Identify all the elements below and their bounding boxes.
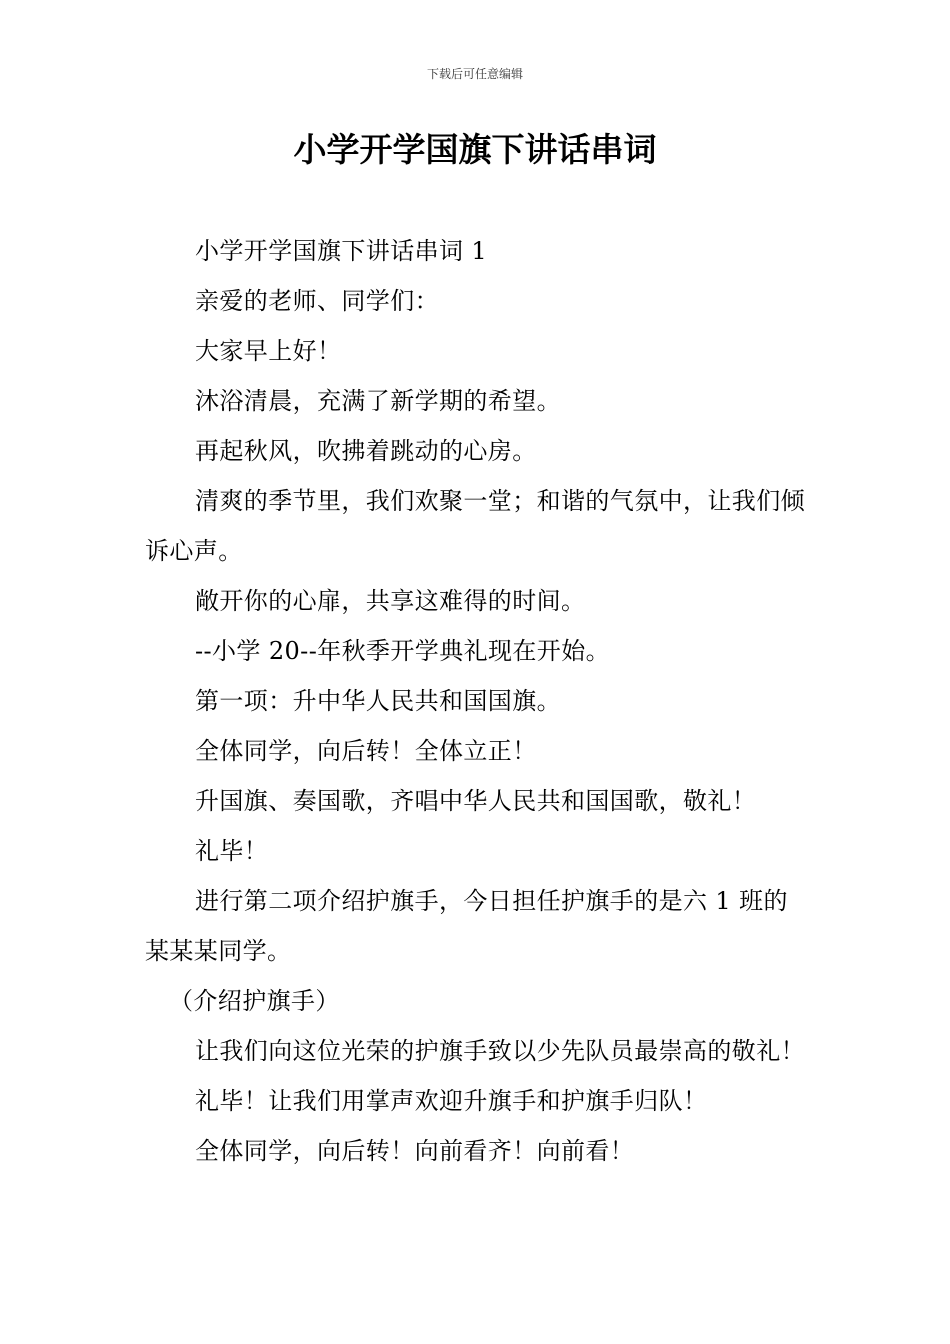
paragraph: 全体同学，向后转！全体立正！ xyxy=(195,737,537,765)
paragraph: 全体同学，向后转！向前看齐！向前看！ xyxy=(195,1137,635,1165)
paragraph: 让我们向这位光荣的护旗手致以少先队员最崇高的敬礼！ xyxy=(195,1037,805,1065)
paragraph: 沐浴清晨，充满了新学期的希望。 xyxy=(195,387,561,415)
header-note: 下载后可任意编辑 xyxy=(426,67,523,81)
paragraph-greeting: 亲爱的老师、同学们： xyxy=(195,287,439,315)
paragraph: 大家早上好！ xyxy=(195,337,342,365)
paragraph: 再起秋风，吹拂着跳动的心房。 xyxy=(195,437,537,465)
paragraph: 进行第二项介绍护旗手，今日担任护旗手的是六 1 班的某某某同学。 xyxy=(145,887,788,965)
paragraph: 礼毕！ xyxy=(195,837,269,865)
paragraph: 清爽的季节里，我们欢聚一堂；和谐的气氛中，让我们倾诉心声。 xyxy=(145,487,805,565)
document-body xyxy=(145,226,810,1176)
paragraph: 第一项：升中华人民共和国国旗。 xyxy=(195,687,561,715)
paragraph: --小学 20--年秋季开学典礼现在开始。 xyxy=(195,637,611,665)
paragraph: 敞开你的心扉，共享这难得的时间。 xyxy=(195,587,586,615)
document-title: 小学开学国旗下讲话串词 xyxy=(293,130,657,169)
paragraph-parenthetical: （介绍护旗手） xyxy=(169,987,340,1015)
paragraph: 升国旗、奏国歌，齐唱中华人民共和国国歌，敬礼！ xyxy=(195,787,757,815)
paragraph-subtitle: 小学开学国旗下讲话串词 1 xyxy=(195,237,488,265)
paragraph: 礼毕！让我们用掌声欢迎升旗手和护旗手归队！ xyxy=(195,1087,708,1115)
